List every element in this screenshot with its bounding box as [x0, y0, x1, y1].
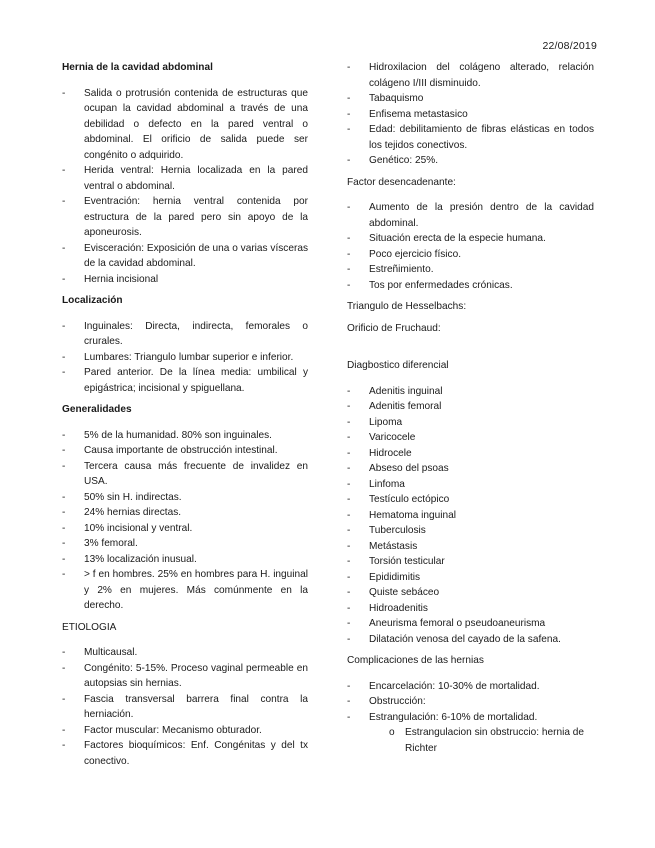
section-title-etiologia: ETIOLOGIA: [62, 621, 117, 633]
list-etiologia: [62, 645, 308, 769]
list-item: - Tercera causa más frecuente de invalidez en USA.: [62, 459, 308, 490]
list-item: - > f en hombres. 25% en hombres para H. inguinal y 2% en mujeres. Más comúnmente en la derecho.: [62, 567, 308, 614]
list-item: - Causa importante de obstrucción intestinal.: [62, 443, 308, 459]
list-item: - Hematoma inguinal: [347, 508, 594, 524]
list-item: - Tos por enfermedades crónicas.: [347, 278, 594, 294]
right-column: [347, 60, 594, 756]
document-date: 22/08/2019: [542, 40, 597, 52]
list-item: - Hidrocele: [347, 446, 594, 462]
list-item: - Testículo ectópico: [347, 492, 594, 508]
list-item: - Evisceración: Exposición de una o varias vísceras de la cavidad abdominal.: [62, 241, 308, 272]
list-item: - Congénito: 5-15%. Proceso vaginal permeable en autopsias sin hernias.: [62, 661, 308, 692]
list-item: - Herida ventral: Hernia localizada en la pared ventral o abdominal.: [62, 163, 308, 194]
list-item: - Aneurisma femoral o pseudoaneurisma: [347, 616, 594, 632]
list-item: - Adenitis femoral: [347, 399, 594, 415]
heading-triangulo: Triangulo de Hesselbachs:: [347, 301, 467, 312]
sub-list-item: o Estrangulacion sin obstruccio: hernia de Richter: [347, 725, 594, 756]
list-generalidades: [62, 428, 308, 614]
section-title-factor: Factor desencadenante:: [347, 176, 456, 188]
list-item: - Lumbares: Triangulo lumbar superior e inferior.: [62, 350, 308, 366]
list-item: - Hernia incisional: [62, 272, 308, 288]
section-title-localizacion: Localización: [62, 295, 123, 306]
list-item: - 3% femoral.: [62, 536, 308, 552]
list-item: - 5% de la humanidad. 80% son inguinales.: [62, 428, 308, 444]
list-item: - Quiste sebáceo: [347, 585, 594, 601]
list-item: - Epididimitis: [347, 570, 594, 586]
list-complicaciones: [347, 679, 594, 726]
list-item: - Obstrucción:: [347, 694, 594, 710]
list-item: - Poco ejercicio físico.: [347, 247, 594, 263]
list-item: - Tuberculosis: [347, 523, 594, 539]
section-title-diagnostico: Diagbostico diferencial: [347, 360, 449, 371]
list-item: - Encarcelación: 10-30% de mortalidad.: [347, 679, 594, 695]
list-item: - 24% hernias directas.: [62, 505, 308, 521]
list-factor: [347, 200, 594, 293]
list-item: - Eventración: hernia ventral contenida por estructura de la pared pero sin apoyo de la aponeurosis.: [62, 194, 308, 241]
list-item: - Multicausal.: [62, 645, 308, 661]
list-item: - Adenitis inguinal: [347, 384, 594, 400]
list-item: - Salida o protrusión contenida de estructuras que ocupan la cavidad abdominal a través de una debilidad o defecto en la pared ventral o abdominal. El orificio de salida puede ser congénito o adquirido.: [62, 86, 308, 164]
list-item: - Factor muscular: Mecanismo obturador.: [62, 723, 308, 739]
list-item: - Hidroxilacion del colágeno alterado, relación colágeno I/III disminuido.: [347, 60, 594, 91]
list-item: - Pared anterior. De la línea media: umbilical y epigástrica; incisional y spiguellana.: [62, 365, 308, 396]
list-item: - Genético: 25%.: [347, 153, 594, 169]
list-item: - Hidroadenitis: [347, 601, 594, 617]
list-item: - 10% incisional y ventral.: [62, 521, 308, 537]
list-item: - Estrangulación: 6-10% de mortalidad.: [347, 710, 594, 726]
list-item: - Situación erecta de la especie humana.: [347, 231, 594, 247]
list-item: - Linfoma: [347, 477, 594, 493]
list-diagnostico: [347, 384, 594, 648]
list-hernia: [62, 86, 308, 288]
list-item: - Lipoma: [347, 415, 594, 431]
list-item: - Dilatación venosa del cayado de la safena.: [347, 632, 594, 648]
list-item: - Edad: debilitamiento de fibras elásticas en todos los tejidos conectivos.: [347, 122, 594, 153]
list-item: - Enfisema metastasico: [347, 107, 594, 123]
list-item: - Torsión testicular: [347, 554, 594, 570]
list-etiologia-continued: [347, 60, 594, 169]
list-item: - Fascia transversal barrera final contra la herniación.: [62, 692, 308, 723]
list-item: - Inguinales: Directa, indirecta, femorales o crurales.: [62, 319, 308, 350]
list-item: - Estreñimiento.: [347, 262, 594, 278]
list-item: - Abseso del psoas: [347, 461, 594, 477]
list-item: - Metástasis: [347, 539, 594, 555]
list-item: - 13% localización inusual.: [62, 552, 308, 568]
section-title-hernia: Hernia de la cavidad abdominal: [62, 62, 213, 73]
section-title-complicaciones: Complicaciones de las hernias: [347, 655, 484, 666]
list-item: - Factores bioquímicos: Enf. Congénitas y del tx conectivo.: [62, 738, 308, 769]
list-item: - Aumento de la presión dentro de la cavidad abdominal.: [347, 200, 594, 231]
left-column: [62, 60, 308, 769]
heading-orificio: Orificio de Fruchaud:: [347, 322, 441, 334]
list-localizacion: [62, 319, 308, 397]
section-title-generalidades: Generalidades: [62, 404, 132, 415]
list-item: - Tabaquismo: [347, 91, 594, 107]
list-item: - Varicocele: [347, 430, 594, 446]
list-item: - 50% sin H. indirectas.: [62, 490, 308, 506]
list-complicaciones-sub: [347, 725, 594, 756]
